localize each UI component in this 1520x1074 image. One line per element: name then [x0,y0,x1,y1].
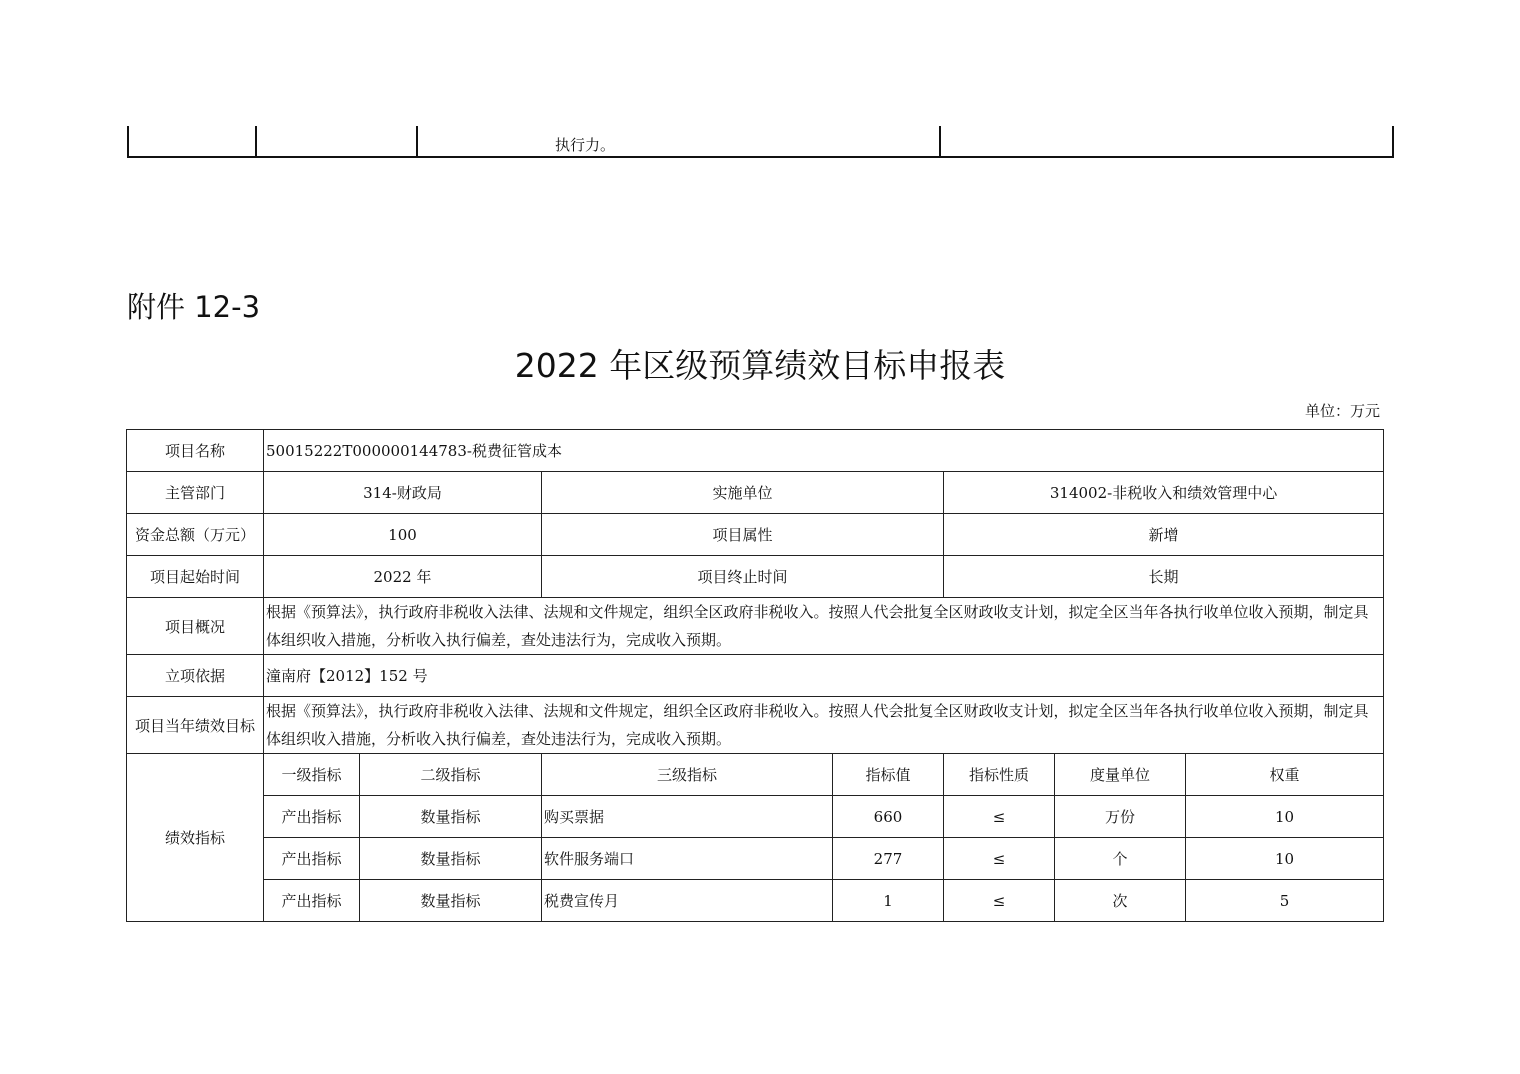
table-row [127,514,1384,556]
fragment-border [1392,126,1394,158]
indicator-level2: 数量指标 [360,880,542,922]
table-row [127,697,1384,754]
header-level3: 三级指标 [542,754,833,796]
indicator-level1: 产出指标 [264,838,360,880]
project-name-value: 50015222T000000144783-税费征管成本 [264,430,1384,472]
previous-table-fragment [127,126,1394,158]
goal-label: 项目当年绩效目标 [127,697,264,754]
basis-label: 立项依据 [127,655,264,697]
indicator-row [127,838,1384,880]
overview-label: 项目概况 [127,598,264,655]
indicator-level3: 税费宣传月 [542,880,833,922]
indicator-level2: 数量指标 [360,796,542,838]
fragment-border [939,126,941,158]
impl-unit-value: 314002-非税收入和绩效管理中心 [944,472,1384,514]
indicator-value: 660 [833,796,944,838]
header-unit: 度量单位 [1055,754,1186,796]
indicator-nature: ≤ [944,796,1055,838]
table-row [127,556,1384,598]
indicator-level3: 软件服务端口 [542,838,833,880]
header-value: 指标值 [833,754,944,796]
indicator-unit: 次 [1055,880,1186,922]
indicator-unit: 万份 [1055,796,1186,838]
indicator-unit: 个 [1055,838,1186,880]
indicator-weight: 10 [1186,838,1384,880]
dept-value: 314-财政局 [264,472,542,514]
goal-value: 根据《预算法》，执行政府非税收入法律、法规和文件规定，组织全区政府非税收入。按照人代会批复全区财政收支计划，拟定全区当年各执行收单位收入预期，制定具体组织收入措施，分析收入执行偏差，查处违法行为，完成收入预期。 [264,697,1384,754]
header-level2: 二级指标 [360,754,542,796]
indicator-header-row [127,754,1384,796]
header-weight: 权重 [1186,754,1384,796]
end-time-value: 长期 [944,556,1384,598]
indicator-weight: 5 [1186,880,1384,922]
funds-value: 100 [264,514,542,556]
header-level1: 一级指标 [264,754,360,796]
indicator-nature: ≤ [944,838,1055,880]
indicators-label: 绩效指标 [127,754,264,922]
indicator-weight: 10 [1186,796,1384,838]
attachment-label: 附件 12-3 [127,290,261,324]
indicator-level3: 购买票据 [542,796,833,838]
indicator-level2: 数量指标 [360,838,542,880]
start-time-value: 2022 年 [264,556,542,598]
header-nature: 指标性质 [944,754,1055,796]
page-title: 2022 年区级预算绩效目标申报表 [514,346,1006,385]
table-row [127,655,1384,697]
table-row [127,598,1384,655]
project-name-label: 项目名称 [127,430,264,472]
indicator-nature: ≤ [944,880,1055,922]
basis-value: 潼南府【2012】152 号 [264,655,1384,697]
start-time-label: 项目起始时间 [127,556,264,598]
project-attr-value: 新增 [944,514,1384,556]
fragment-border [127,126,129,158]
end-time-label: 项目终止时间 [542,556,944,598]
budget-target-table [126,429,1384,922]
indicator-level1: 产出指标 [264,880,360,922]
funds-label: 资金总额（万元） [127,514,264,556]
fragment-border [255,126,257,158]
fragment-border [416,126,418,158]
indicator-level1: 产出指标 [264,796,360,838]
indicator-value: 277 [833,838,944,880]
table-row [127,472,1384,514]
fragment-text: 执行力。 [555,136,616,154]
dept-label: 主管部门 [127,472,264,514]
fragment-bottom-border [127,156,1394,158]
indicator-row [127,796,1384,838]
overview-value: 根据《预算法》，执行政府非税收入法律、法规和文件规定，组织全区政府非税收入。按照人代会批复全区财政收支计划，拟定全区当年各执行收单位收入预期，制定具体组织收入措施，分析收入执行偏差，查处违法行为，完成收入预期。 [264,598,1384,655]
project-attr-label: 项目属性 [542,514,944,556]
impl-unit-label: 实施单位 [542,472,944,514]
unit-label: 单位：万元 [1304,402,1380,420]
indicator-row [127,880,1384,922]
table-row [127,430,1384,472]
indicator-value: 1 [833,880,944,922]
